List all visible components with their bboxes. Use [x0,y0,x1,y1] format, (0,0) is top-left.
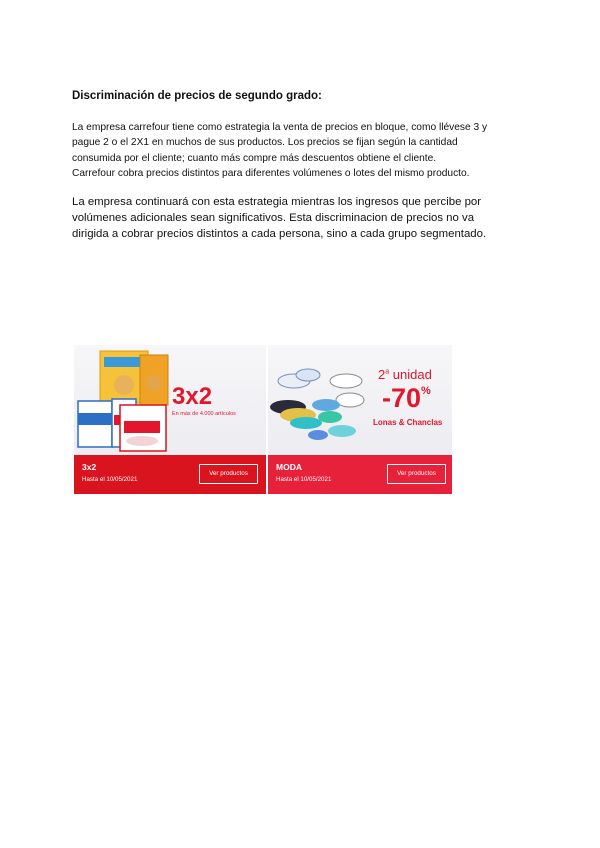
discount-percent: % [421,385,431,397]
banner-title: 3x2 [82,462,97,472]
banner-footer [74,455,266,494]
paragraph-line: Carrefour cobra precios distintos para diferentes volúmenes o lotes del mismo producto. [72,167,470,179]
paragraph-line: La empresa carrefour tiene como estrategia la venta de precios en bloque, como llévese 3 y [72,122,488,133]
promo-subtitle: En más de 4.000 artículos [172,411,236,417]
promo-subtitle: Lonas & Chanclas [373,418,443,427]
paragraph-conclusion [72,194,542,242]
discount-value: -70 [382,383,422,413]
promo-label: 3x2 [172,383,213,410]
promo-banner-moda[interactable] [268,345,452,494]
paragraph-line: consumida por el cliente; cuanto más compre más descuentos obtiene el cliente. [72,152,437,164]
promo-banners [74,345,452,494]
banner-date: Hasta el 10/05/2021 [276,476,332,483]
ver-productos-button[interactable]: Ver productos [387,464,446,484]
product-pack-illustration [74,345,266,455]
promo-unit-label [378,367,432,382]
section-heading: Discriminación de precios de segundo grado: [72,90,322,102]
banner-title: MODA [276,462,302,472]
banner-footer [268,455,452,494]
paragraph-strategy [72,120,542,181]
unit-text: unidad [392,367,432,382]
paragraph-line: volúmenes adicionales sean significativos. Esta discriminacion de precios no va [72,212,475,224]
paragraph-line: pague 2 o el 2X1 en muchos de sus productos. Los precios se fijan según la cantidad [72,137,458,149]
banner-image-area [74,345,266,455]
paragraph-line: dirigida a cobrar precios distintos a cada persona, sino a cada grupo segmentado. [72,228,487,240]
banner-date: Hasta el 10/05/2021 [82,476,138,483]
promo-banner-3x2[interactable] [74,345,266,494]
ver-productos-button[interactable]: Ver productos [199,464,258,484]
unit-superscript: a [385,368,390,376]
paragraph-line: La empresa continuará con esta estrategia mientras los ingresos que percibe por [72,196,482,208]
unit-number: 2 [378,367,386,382]
promo-discount [382,383,431,414]
banner-image-area [268,345,452,455]
